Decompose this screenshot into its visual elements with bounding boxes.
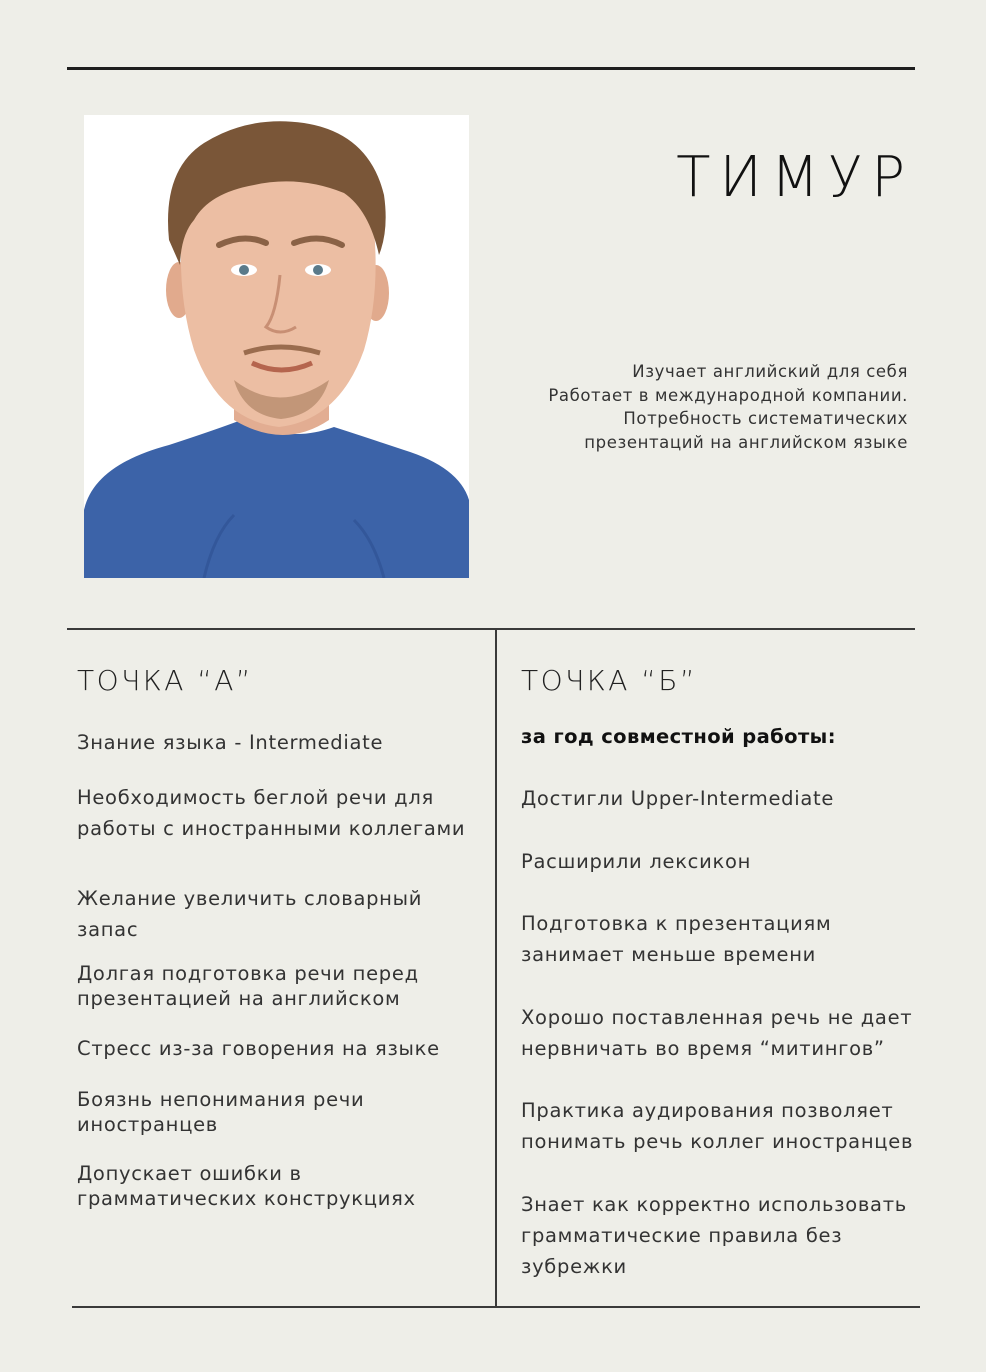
description-line: презентаций на английском языке xyxy=(584,432,908,452)
point-a-item: Желание увеличить словарный запас xyxy=(77,887,423,941)
column-divider xyxy=(495,628,497,1308)
point-a-item: Долгая подготовка речи перед презентацией на английском xyxy=(77,962,419,1010)
point-b-item: Хорошо поставленная речь не дает нервничать во время “митингов” xyxy=(521,1006,913,1060)
person-name: ТИМУР xyxy=(676,145,914,210)
point-a-item: Знание языка - Intermediate xyxy=(77,731,384,754)
point-b-item: Достигли Upper-Intermediate xyxy=(521,787,835,810)
point-b-item: Практика аудирования позволяет понимать речь коллег иностранцев xyxy=(521,1099,914,1153)
profile-photo xyxy=(84,115,469,578)
description-line: Потребность систематических xyxy=(623,409,908,428)
bottom-divider xyxy=(72,1306,920,1308)
point-b-item: Подготовка к презентациям занимает меньше времени xyxy=(521,912,832,966)
section-divider xyxy=(67,628,915,630)
description-line: Изучает английский для себя xyxy=(632,362,908,381)
description-line: Работает в международной компании. xyxy=(548,385,908,405)
point-b-item: Расширили лексикон xyxy=(521,850,752,873)
point-a-item: Допускает ошибки в грамматических конструкциях xyxy=(77,1162,416,1210)
point-b-heading: ТОЧКА “Б” xyxy=(521,664,697,697)
profile-description xyxy=(488,360,908,454)
point-b-subheading: за год совместной работы: xyxy=(521,725,836,748)
point-a-item: Боязнь непонимания речи иностранцев xyxy=(77,1088,365,1136)
point-b-item: Знает как корректно использовать грамматические правила без зубрежки xyxy=(521,1193,907,1278)
point-a-item: Стресс из-за говорения на языке xyxy=(77,1037,440,1060)
point-a-heading: ТОЧКА “А” xyxy=(77,664,253,697)
point-a-item: Необходимость беглой речи для работы с иностранными коллегами xyxy=(77,786,466,840)
top-divider xyxy=(67,67,915,70)
